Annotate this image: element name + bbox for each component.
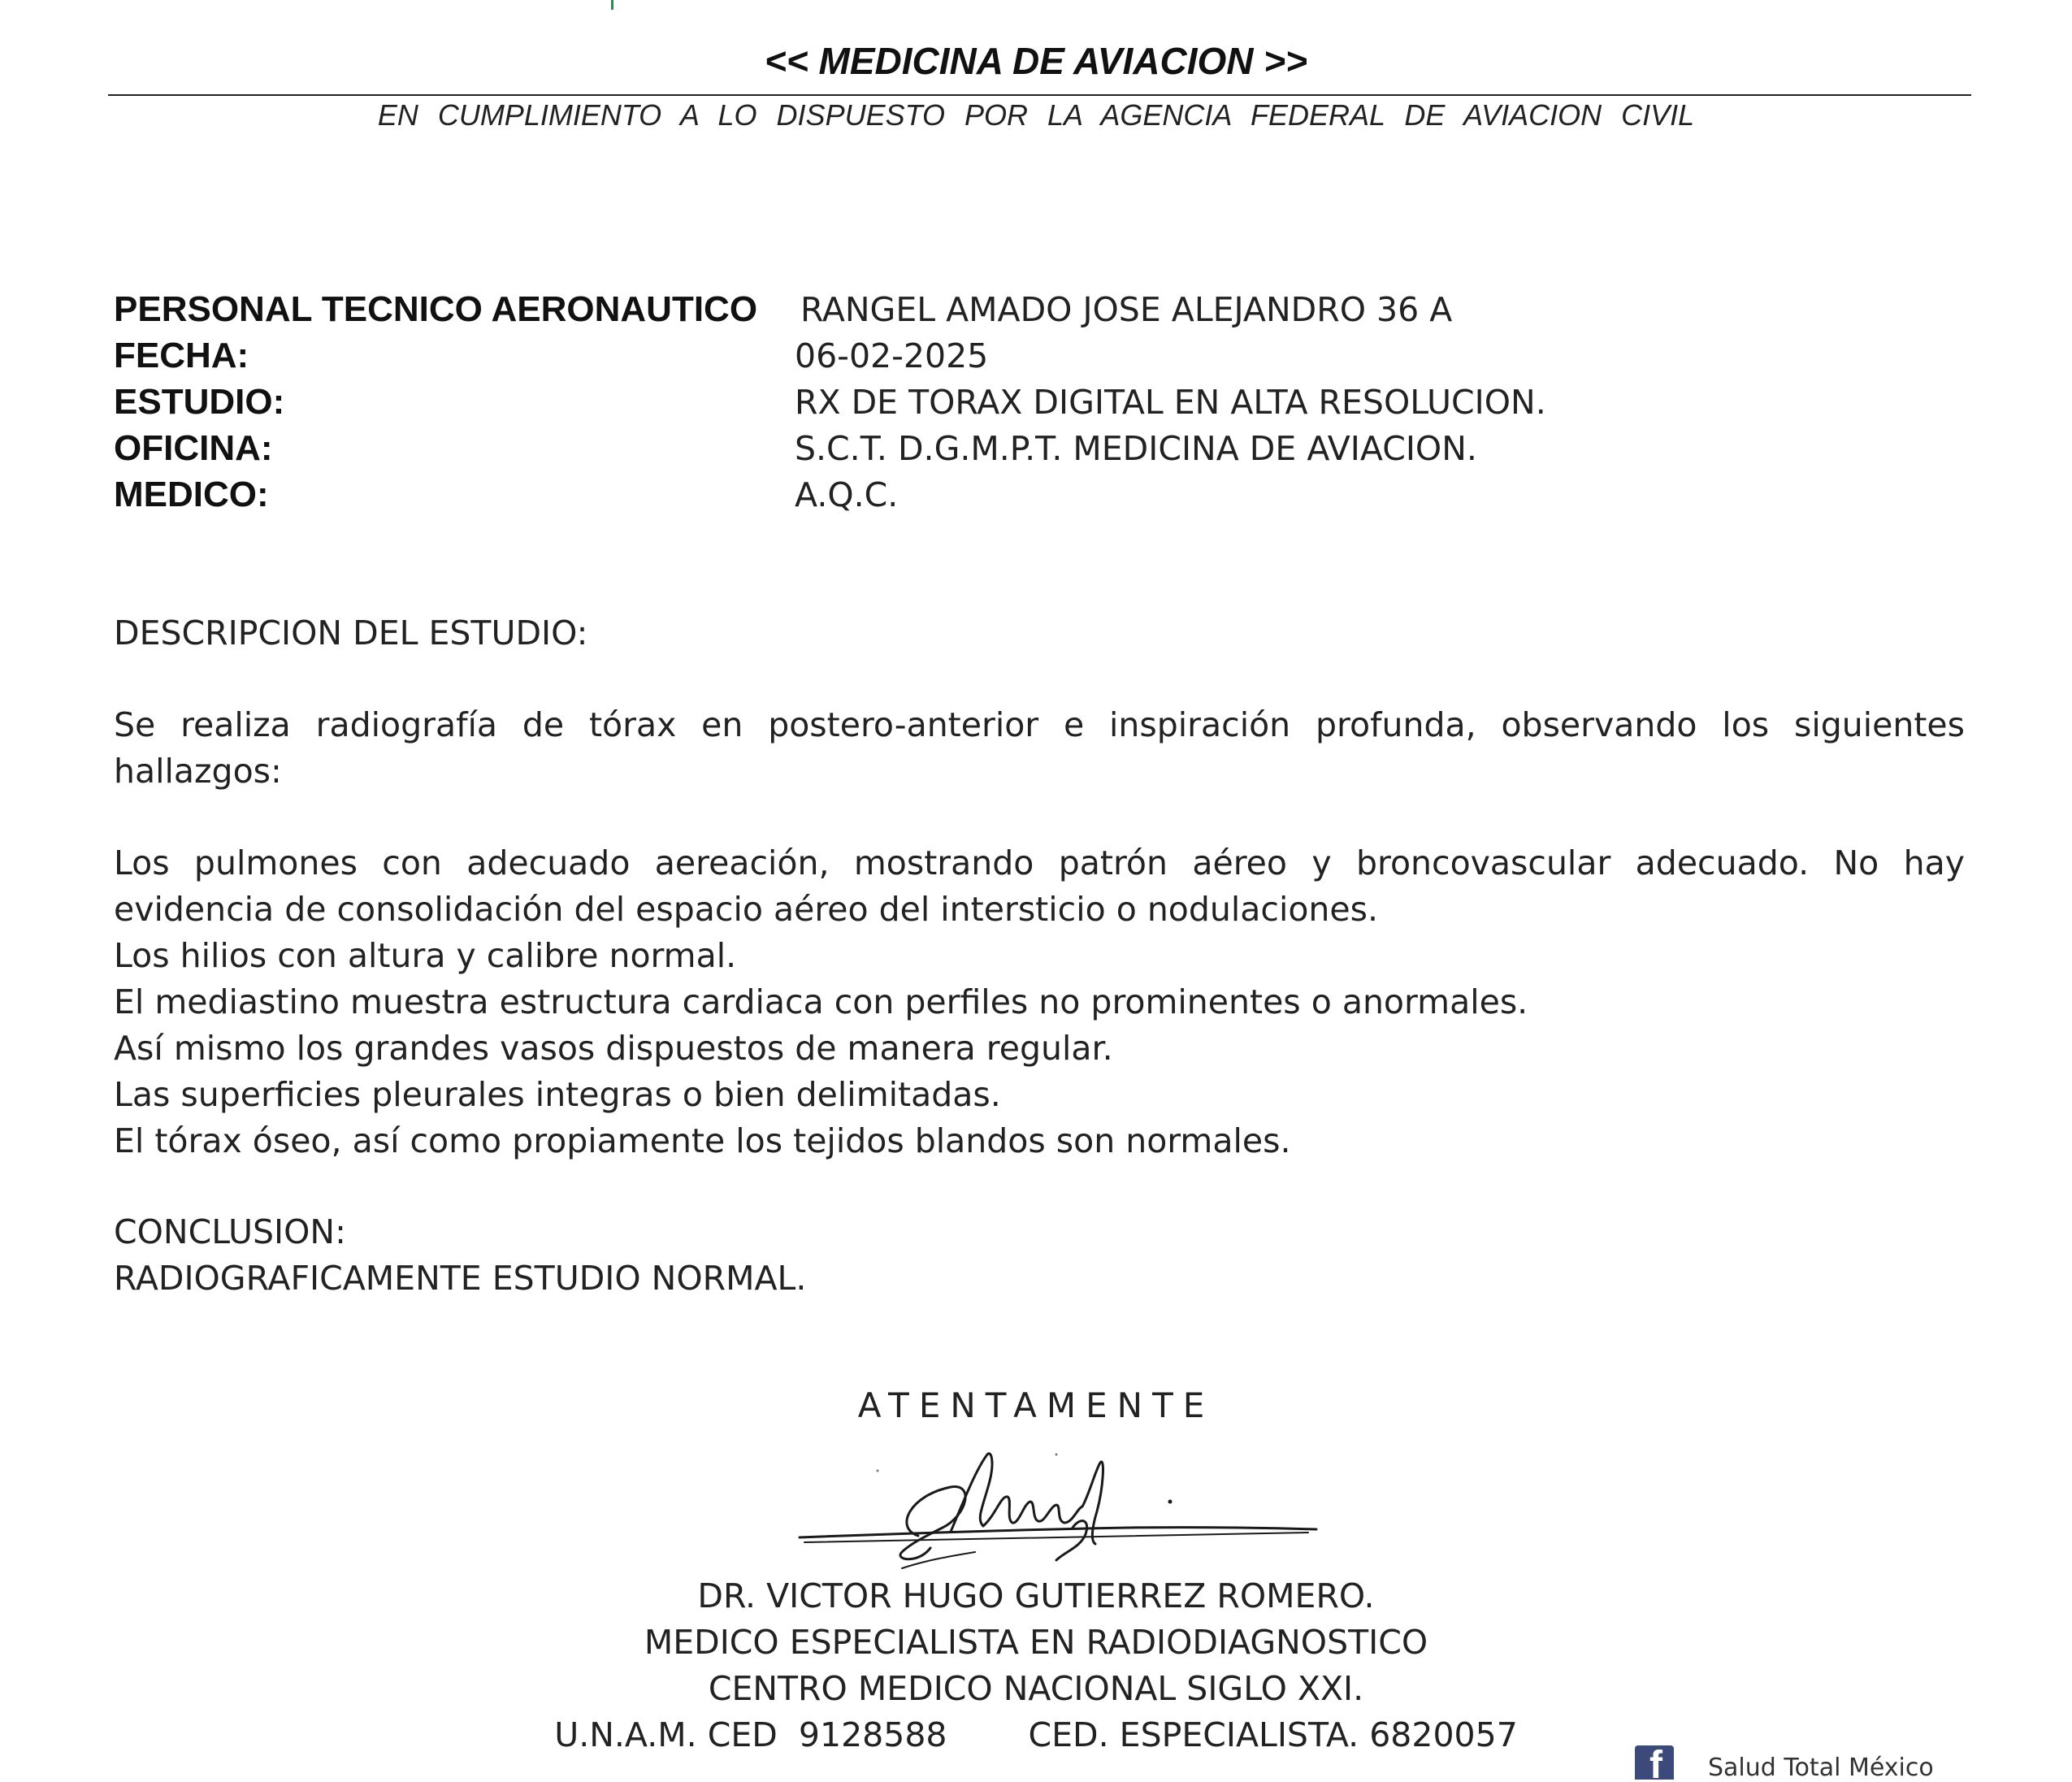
signer-name: DR. VICTOR HUGO GUTIERREZ ROMERO. xyxy=(697,1576,1375,1615)
handwritten-signature xyxy=(788,1438,1324,1576)
social-page-label[interactable]: Salud Total México xyxy=(1708,1754,1934,1782)
field-value-estudio: RX DE TORAX DIGITAL EN ALTA RESOLUCION. xyxy=(795,383,1546,422)
finding-item: Así mismo los grandes vasos dispuestos de manera regular. xyxy=(114,1029,1113,1068)
credentials-line xyxy=(0,1712,2072,1758)
conclusion-heading: CONCLUSION: xyxy=(114,1212,346,1251)
findings-paragraph: Los pulmones con adecuado aereación, mostrando patrón aéreo y broncovascular adecuado. No hay evidencia de consolidación del espacio aéreo del intersticio o nodulaciones. xyxy=(114,843,1965,929)
finding-item: El mediastino muestra estructura cardiaca con perfiles no prominentes o anormales. xyxy=(114,982,1528,1021)
field-label-estudio: ESTUDIO: xyxy=(114,382,285,422)
field-label-medico: MEDICO: xyxy=(114,475,269,514)
closing-text: ATENTAMENTE xyxy=(857,1385,1215,1425)
field-label-fecha: FECHA: xyxy=(114,336,249,375)
field-value-medico: A.Q.C. xyxy=(795,475,899,514)
header-divider xyxy=(108,94,1971,96)
field-value-fecha: 06-02-2025 xyxy=(795,336,989,375)
document-subtitle: EN CUMPLIMIENTO A LO DISPUESTO POR LA AGENCIA FEDERAL DE AVIACION CIVIL xyxy=(377,98,1695,132)
facebook-icon[interactable]: f xyxy=(1635,1745,1674,1780)
conclusion-text: RADIOGRAFICAMENTE ESTUDIO NORMAL. xyxy=(114,1259,807,1298)
signer-title: MEDICO ESPECIALISTA EN RADIODIAGNOSTICO xyxy=(644,1623,1428,1662)
field-label-oficina: OFICINA: xyxy=(114,428,273,468)
field-label-personal: PERSONAL TECNICO AERONAUTICO xyxy=(114,289,758,329)
top-edge-mark xyxy=(611,0,613,10)
finding-item: Los hilios con altura y calibre normal. xyxy=(114,936,737,975)
signer-institution: CENTRO MEDICO NACIONAL SIGLO XXI. xyxy=(708,1669,1364,1708)
specialist-ced: CED. ESPECIALISTA. 6820057 xyxy=(1028,1715,1518,1754)
finding-item: El tórax óseo, así como propiamente los tejidos blandos son normales. xyxy=(114,1121,1291,1160)
unam-ced: U.N.A.M. CED 9128588 xyxy=(554,1715,947,1754)
finding-item: Las superficies pleurales integras o bien delimitadas. xyxy=(114,1075,1001,1114)
field-value-personal: RANGEL AMADO JOSE ALEJANDRO 36 A xyxy=(800,290,1453,329)
field-value-oficina: S.C.T. D.G.M.P.T. MEDICINA DE AVIACION. xyxy=(795,429,1477,468)
document-title: << MEDICINA DE AVIACION >> xyxy=(765,40,1307,82)
description-intro: Se realiza radiografía de tórax en postero-anterior e inspiración profunda, observando los siguientes hallazgos: xyxy=(114,705,1965,791)
description-heading: DESCRIPCION DEL ESTUDIO: xyxy=(114,614,588,653)
